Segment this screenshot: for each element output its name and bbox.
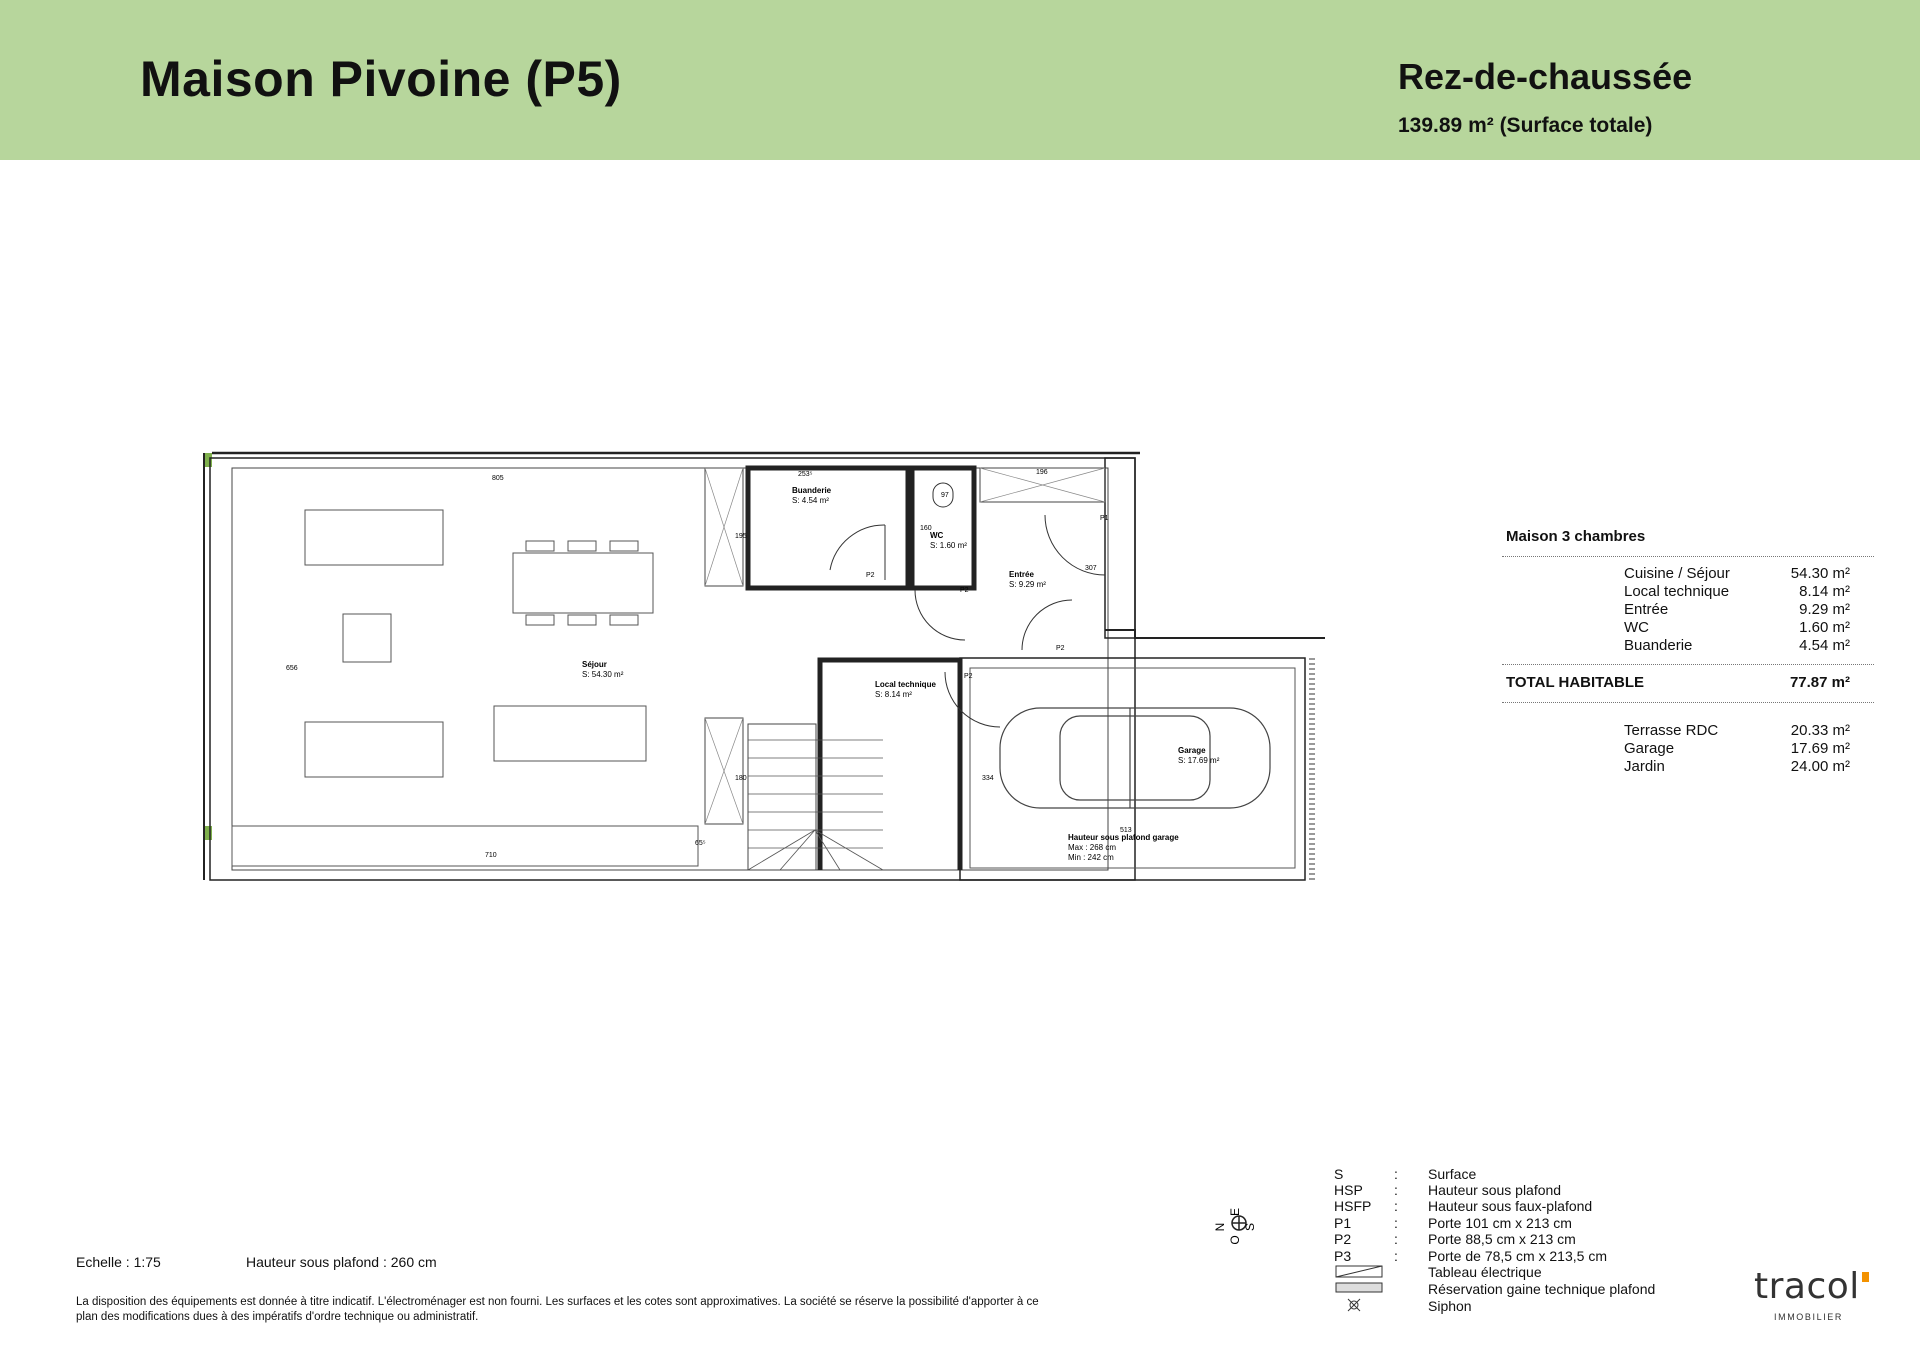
abbr-key: P3 — [1334, 1248, 1352, 1264]
gaine-technique-icon — [1336, 1283, 1382, 1292]
room-name-entree: Entrée — [1009, 570, 1034, 579]
area-row — [1624, 565, 1850, 582]
door-tag-p2: P2 — [1056, 645, 1065, 652]
area-label: Garage — [1624, 740, 1675, 757]
legend-symbols — [1334, 1263, 1384, 1313]
garage-ceiling-max: Max : 268 cm — [1068, 843, 1117, 852]
door-tag-p2: P2 — [964, 673, 973, 680]
floor-level: Rez-de-chaussée — [1398, 56, 1693, 97]
floor-plan — [200, 440, 1350, 890]
wc-door-swing — [915, 590, 965, 640]
legend-title: Maison 3 chambres — [1506, 528, 1646, 545]
entree-door-swing — [1022, 600, 1072, 650]
legend-divider — [1502, 556, 1874, 557]
coffee-table — [343, 614, 391, 662]
garage-outline — [960, 658, 1305, 880]
garden-marker — [204, 826, 212, 840]
logo-subtitle: IMMOBILIER — [1774, 1312, 1844, 1322]
room-name-wc: WC — [930, 531, 944, 540]
right-wall — [1105, 458, 1135, 638]
abbr-desc: Tableau électrique — [1428, 1264, 1542, 1280]
abbr-key: P2 — [1334, 1231, 1352, 1247]
area-label: Terrasse RDC — [1624, 722, 1719, 739]
abbr-desc: Hauteur sous plafond — [1428, 1182, 1562, 1198]
sofa-top — [305, 510, 443, 565]
garage-top-wall — [1105, 630, 1325, 638]
dimension-label: 656 — [286, 665, 298, 672]
garage-ceiling-min: Min : 242 cm — [1068, 853, 1114, 862]
dimension-label: 334 — [982, 775, 994, 782]
door-tag-p2: P2 — [960, 587, 969, 594]
room-area-garage: S: 17.69 m² — [1178, 756, 1220, 765]
compass-n: N — [1213, 1222, 1227, 1232]
dimension-label: 196 — [1036, 469, 1048, 476]
abbr-desc: Siphon — [1428, 1298, 1472, 1314]
ceiling-height-label: Hauteur sous plafond : 260 cm — [246, 1254, 437, 1270]
area-value: 1.60 m² — [1799, 619, 1850, 636]
abbr-desc: Surface — [1428, 1166, 1477, 1182]
sofa-bottom — [305, 722, 443, 777]
room-area-local-technique: S: 8.14 m² — [875, 690, 912, 699]
area-value: 17.69 m² — [1790, 740, 1850, 757]
local-door-swing — [945, 672, 1000, 727]
compass-s: S — [1243, 1222, 1257, 1232]
scale-label: Echelle : 1:75 — [76, 1254, 161, 1270]
logo-accent — [1862, 1272, 1869, 1282]
area-label: Cuisine / Séjour — [1624, 565, 1730, 582]
compass-o: O — [1228, 1235, 1242, 1245]
room-area-sejour: S: 54.30 m² — [582, 670, 624, 679]
dimension-label: 307 — [1085, 565, 1097, 572]
abbr-sep: : — [1394, 1231, 1398, 1247]
garden-marker — [204, 453, 212, 467]
area-value: 24.00 m² — [1790, 758, 1850, 775]
area-row — [1624, 740, 1850, 757]
dining-chairs — [526, 541, 638, 625]
compass-rose — [1200, 1200, 1270, 1270]
abbr-desc: Hauteur sous faux-plafond — [1428, 1198, 1593, 1214]
abbr-key: HSP — [1334, 1182, 1363, 1198]
area-row — [1624, 722, 1850, 739]
area-row — [1624, 601, 1850, 618]
abbr-key: S — [1334, 1166, 1344, 1182]
abbr-sep: : — [1394, 1215, 1398, 1231]
dimension-label: 180 — [735, 775, 747, 782]
legend-divider — [1502, 702, 1874, 703]
garage-ceiling-title: Hauteur sous plafond garage — [1068, 833, 1179, 842]
abbr-desc: Porte 88,5 cm x 213 cm — [1428, 1231, 1576, 1247]
area-row — [1624, 619, 1850, 636]
abbr-sep: : — [1394, 1182, 1398, 1198]
room-name-local-technique: Local technique — [875, 680, 936, 689]
area-row — [1624, 583, 1850, 600]
buanderie-door-swing — [830, 525, 885, 570]
area-row — [1624, 637, 1850, 654]
abbr-sep: : — [1394, 1198, 1398, 1214]
area-label: Buanderie — [1624, 637, 1693, 654]
logo-wordmark: tracol — [1754, 1266, 1860, 1307]
area-value: 54.30 m² — [1790, 565, 1850, 582]
dimension-label: 805 — [492, 475, 504, 482]
area-value: 20.33 m² — [1790, 722, 1850, 739]
area-row — [1624, 758, 1850, 775]
area-value: 9.29 m² — [1799, 601, 1850, 618]
dimension-label: 253⁵ — [798, 471, 813, 478]
dimension-label: 195 — [735, 533, 747, 540]
area-label: Local technique — [1624, 583, 1730, 600]
area-value: 4.54 m² — [1799, 637, 1850, 654]
dimension-label: 513 — [1120, 827, 1132, 834]
room-area-buanderie: S: 4.54 m² — [792, 496, 829, 505]
area-label: WC — [1624, 619, 1649, 636]
area-value: 8.14 m² — [1799, 583, 1850, 600]
dimension-label: 97 — [941, 492, 949, 499]
area-label: Jardin — [1624, 758, 1665, 775]
tableau-diagonal — [1336, 1266, 1382, 1277]
tracol-logo — [1754, 1266, 1869, 1322]
abbr-desc: Porte 101 cm x 213 cm — [1428, 1215, 1572, 1231]
dimension-label: 710 — [485, 852, 497, 859]
legend-divider — [1502, 664, 1874, 665]
total-value: 77.87 m² — [1789, 674, 1850, 691]
room-name-buanderie: Buanderie — [792, 486, 832, 495]
page-title: Maison Pivoine (P5) — [140, 51, 622, 107]
room-name-sejour: Séjour — [582, 660, 607, 669]
dining-table — [513, 553, 653, 613]
room-name-garage: Garage — [1178, 746, 1206, 755]
kitchen-counter — [232, 826, 698, 866]
abbr-key: P1 — [1334, 1215, 1352, 1231]
door-tag-p1: P1 — [1100, 515, 1109, 522]
house-outline — [210, 458, 1135, 880]
area-label: Entrée — [1624, 601, 1669, 618]
kitchen-island — [494, 706, 646, 761]
inner-outline — [232, 468, 1108, 870]
door-tag-p2: P2 — [866, 572, 875, 579]
room-area-entree: S: 9.29 m² — [1009, 580, 1046, 589]
abbr-desc: Porte de 78,5 cm x 213,5 cm — [1428, 1248, 1607, 1264]
compass-e: E — [1228, 1207, 1242, 1217]
room-area-wc: S: 1.60 m² — [930, 541, 967, 550]
abbr-desc: Réservation gaine technique plafond — [1428, 1281, 1656, 1297]
abbr-sep: : — [1394, 1248, 1398, 1264]
total-surface: 139.89 m² (Surface totale) — [1398, 114, 1653, 137]
disclaimer: La disposition des équipements est donnée à titre indicatif. L'électroménager est non fourni. Les surfaces et les cotes sont approximatives. La société se réserve la possibilité d'apporter à ce plan des modifications dues à des impératifs d'ordre technique ou administratif. — [76, 1296, 1039, 1323]
dimension-label: 160 — [920, 525, 932, 532]
abbr-sep: : — [1394, 1166, 1398, 1182]
dimension-label: 65⁵ — [695, 840, 706, 847]
total-label: TOTAL HABITABLE — [1506, 674, 1645, 691]
total-habitable-row — [1506, 674, 1850, 691]
abbr-key: HSFP — [1334, 1198, 1372, 1214]
